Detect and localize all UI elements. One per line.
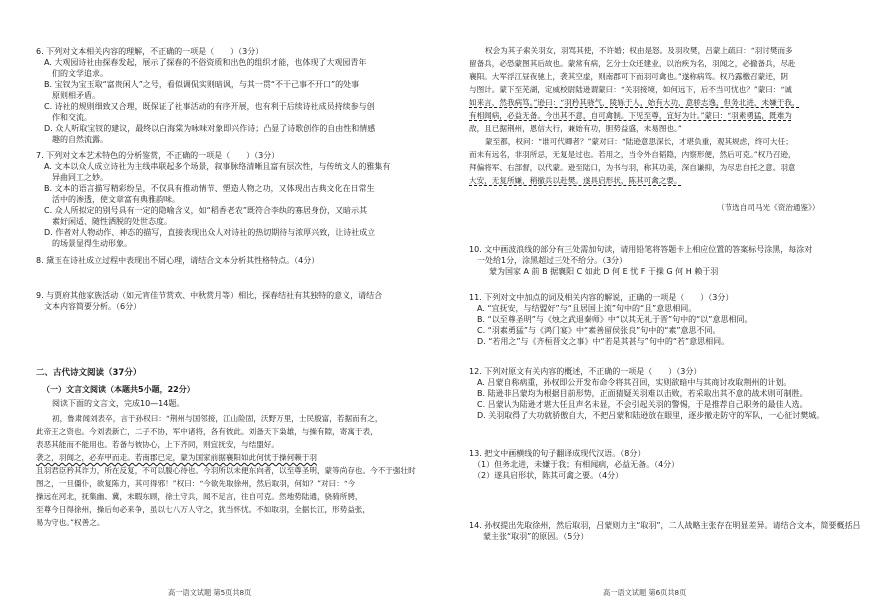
- q11-stem: 11. 下列对文中加点的词及相关内容的解说，正确的一项是（ ）（3分）: [469, 293, 734, 302]
- q13-stem: 13. 把文中画横线的句子翻译成现代汉语。（8分）: [469, 449, 646, 458]
- q6-option-c: C. 诗社的规则细致又合理，既保证了社事活动的有序开展，也有利于后续诗社成员持续参与创: [44, 102, 375, 111]
- passage-line: 易为守也。”权善之。: [36, 518, 105, 527]
- classical-passage-part2: [469, 44, 800, 187]
- q13-sentence-2: （2）遂具启形状，陈其可禽之要。（4分）: [473, 471, 624, 480]
- question-11: [469, 292, 752, 347]
- question-9: [36, 290, 382, 312]
- passage-line: 且羽君臣矜其诈力，所在反复，不可以腹心待也。今羽所以未便东向者，以至尊圣明，蒙等尚存也。今不于强壮时: [36, 466, 416, 475]
- q10-stem: 10. 文中画波浪线的部分有三处需加句读，请用铅笔将答题卡上相应位置的答案标号涂黑，每涂对: [469, 245, 813, 254]
- q8-stem: 8. 黛玉在诗社成立过程中表现出不屑心理，请结合文本分析其性格特点。（4分）: [36, 256, 320, 265]
- q12-stem: 12. 下列对原文有关内容的概述，不正确的一项是（ ）（3分）: [469, 367, 702, 376]
- q6-option-b: B. 宝钗为宝玉取“富贵闲人”之号，看似调侃实则暗讽，与其一贯“不干己事不开口”的处事: [44, 80, 360, 89]
- q6-option-c-cont: 作和交流。: [52, 113, 92, 122]
- question-13: [469, 448, 679, 481]
- q6-option-d: D. 众人听取宝钗的建议，最终以白海棠为咏味对象即兴作诗；凸显了诗歌创作的自由性和情感: [44, 124, 376, 133]
- passage-line: 此帝王之资也。今刘表新亡，二子不协，军中诸将，各有彼此。刘备天下枭雄，与操有隙，寄寓于表，: [36, 427, 378, 436]
- classical-passage-part1: [36, 412, 416, 529]
- q7-option-c: C. 众人所拟定的别号具有一定的隐喻含义，如“稻香老农”既符合李纨的寡居身份，又暗示其: [44, 206, 367, 215]
- q6-stem: 6. 下列对文本相关内容的理解，不正确的一项是（ ）（3分）: [36, 47, 264, 56]
- question-14: [469, 520, 861, 542]
- passage-line: 拜偏将军、右部督，以代蒙。逊至陆口，为书与羽，称其功美，深自谦抑，为尽忠自托之意。羽意: [469, 163, 796, 172]
- q11-option-a: A. “宜抚安，与结盟好”与“且居国上流”句中的“且”意思相同。: [477, 304, 697, 313]
- subsection-title: （一）文言文阅读（本题共5小题，22分）: [42, 385, 195, 394]
- q7-option-b-cont: 活中的渗透，使文章富有典雅韵味。: [52, 195, 180, 204]
- q10-stem-cont: 一处给1分，涂黑超过三处不给分。（3分）: [477, 256, 628, 265]
- passage-line: 图之，一旦僵仆，欲复陈力，其可得邪！”权曰：“今欲先取徐州，然后取羽，何如？”对曰：“今: [36, 479, 356, 488]
- q7-option-b: B. 文本的语言描写精彩纷呈，不仅具有推动情节、塑造人物之功，又体现出古典文化在日常生: [44, 184, 375, 193]
- q7-stem: 7. 下列对文本艺术特色的分析鉴赏，不正确的一项是（ ）（3分）: [36, 151, 280, 160]
- q9-stem-cont: 文本内容简要分析。（6分）: [44, 302, 142, 311]
- q7-option-a-cont: 异曲同工之妙。: [52, 173, 108, 182]
- q12-option-c: C. 吕蒙认为陆逊才堪大任且声名未显，不会引起关羽的警惕，于是推荐自己职务的最佳人选。: [477, 400, 808, 409]
- q7-option-c-cont: 素好闲适、随性洒脱的处世态度。: [52, 217, 172, 226]
- q7-option-a: A. 文本以众人成立诗社为主线串联起多个场景，叙事脉络清晰且富有层次性，与传统文人的雅集有: [44, 162, 391, 171]
- q7-option-d: D. 作者对人物动作、神态的描写，直接表现出众人对诗社的热切期待与浓厚兴致，让诗社成立: [44, 228, 376, 237]
- q12-option-b: B. 陆逊非吕蒙均为根据目前形势，正面猜疑关羽难以击败，若采取出其不意的战术则可制胜。: [477, 389, 808, 398]
- question-6: [36, 46, 375, 145]
- q6-option-a: A. 大观园诗社由探春发起，展示了探春的不俗资质和出色的组织才能，也体现了大观园青年: [44, 58, 367, 67]
- passage-line: 与图计。蒙下至芜湖，定威校尉陆逊谓蒙曰：“关羽接境，如何远下，后不当可忧也？”蒙曰：“诚: [469, 85, 792, 94]
- page-footer-right: 高一语文试题 第6页共8页: [603, 588, 687, 597]
- question-12: [469, 366, 824, 421]
- q11-option-b: B. “以至尊圣明”与《烛之武退秦师》中“以其无礼于晋”句中的“以”意思相同。: [477, 315, 753, 324]
- passage-source: （节选自司马光《资治通鉴》）: [717, 203, 820, 212]
- q14-stem: 14. 孙权提出先取徐州，然后取羽，吕蒙则力主“取羽”，二人战略主张存在明显差异。请结合文本，简要概括吕: [469, 521, 861, 530]
- question-10: [469, 244, 812, 277]
- q11-option-d: D. “若用之”与《齐桓晋文之事》中“若是其甚与”句中的“若”意思相同。: [477, 337, 730, 346]
- q14-stem-cont: 蒙主张“取羽”的原因。（5分）: [483, 532, 589, 541]
- passage-line: 初，鲁肃闻刘表卒，言于孙权曰：“荆州与国邻接，江山险固，沃野万里，士民殷富，若据而有之，: [52, 414, 383, 423]
- question-8: [36, 255, 319, 266]
- passage-line-underlined: 大安，无复所嫌，稍撤兵以赴樊。遂具启形状，陈其可禽之要。: [469, 176, 682, 185]
- q10-options: 蒙为国家 A 前 B 据襄阳 C 如此 D 何 E 忧 F 于操 G 何 H 赖于羽: [489, 267, 719, 276]
- question-7: [36, 150, 390, 249]
- q7-option-d-cont: 的场景显得生动形象。: [52, 239, 132, 248]
- q12-option-a: A. 吕蒙自称病重，孙权即公开发布命令将其召回，实则欲暗中与其商讨攻取荆州的计划。: [477, 378, 792, 387]
- passage-line: 权会为其子索关羽女，羽骂其使，不许婚；权由是怒。及羽攻樊，吕蒙上疏曰：“羽讨樊而多: [485, 46, 793, 55]
- passage-line: 表恶其能而不能用也。若备与彼协心，上下齐同，则宜抚安，与结盟好。: [36, 440, 279, 449]
- reading-instruction: 阅读下面的文言文，完成10—14题。: [52, 399, 185, 408]
- passage-line: 操远在河北，抚集幽、冀，未暇东顾，徐土守兵，闻不足言，往自可克。然地势陆通，骁骑所骋，: [36, 492, 363, 501]
- q11-option-c: C. “羽素勇猛”与《鸿门宴》中“素善留侯张良”句中的“素”意思不同。: [477, 326, 721, 335]
- passage-line-underlined: 如来言，然我病笃。”逊曰：“羽矜其骁气，陵轹于人，始有大功，意骄志逸，但务北进，未嫌于我，: [469, 98, 800, 107]
- passage-line: 敌，且已据荆州，恩信大行，兼始有功，胆势益盛，未易图也。”: [469, 124, 682, 133]
- q12-option-d: D. 关羽取得了大功就骄傲自大，不把吕蒙和陆逊放在眼里，逐步撤走防守的军队，一心征讨樊城。: [477, 411, 825, 420]
- q13-sentence-1: （1）但务北进，未嫌于我；有相闻病，必益无备。（4分）: [473, 460, 680, 469]
- section-title: 二、古代诗文阅读（37分）: [36, 368, 142, 378]
- q6-option-a-cont: 们的文学追求。: [52, 69, 108, 78]
- q6-option-b-cont: 原则相矛盾。: [52, 91, 100, 100]
- passage-line: 留备兵，必恐蒙图其后故也。蒙常有病，乞分士众还建业，以治疾为名，羽闻之，必撤备兵，尽赴: [469, 59, 796, 68]
- passage-line: 至尊今日得徐州，操后旬必来争，虽以七八万人守之，犹当怀忧。不如取羽，全据长江，形势益张，: [36, 505, 371, 514]
- passage-line: 蒙至都，权问：“谁可代卿者？”蒙对曰：“陆逊意思深长，才堪负重，观其规虑，终可大任；: [485, 137, 793, 146]
- q6-option-d-cont: 趣的自然流露。: [52, 135, 108, 144]
- passage-line-wavy: 袭之，羽闻之，必弃甲而走。若南郡已定，蒙为国家前据襄阳如此何忧于操何赖于羽: [36, 453, 317, 462]
- passage-line: 襄阳。大军浮江昼夜驰上，袭其空虚，则南郡可下而羽可禽也。”遂称病笃。权乃露檄召蒙还，阴: [469, 72, 789, 81]
- passage-line-underlined: 有相闻病，必益无备。今出其不意，自可禽制。下见至尊，宜好为计。”蒙曰：“羽素勇猛，既难为: [469, 111, 792, 120]
- passage-line: 而未有远名，非羽所忌，无复是过也。若用之，当令外自韬隐，内察形便，然后可克。”权乃召逊，: [469, 150, 796, 159]
- page-footer-left: 高一语文试题 第5页共8页: [168, 588, 252, 597]
- q9-stem: 9. 与贾府其他家族活动（如元宵佳节赏欢、中秋赏月等）相比，探春结社有其独特的意义，请结合: [36, 291, 383, 300]
